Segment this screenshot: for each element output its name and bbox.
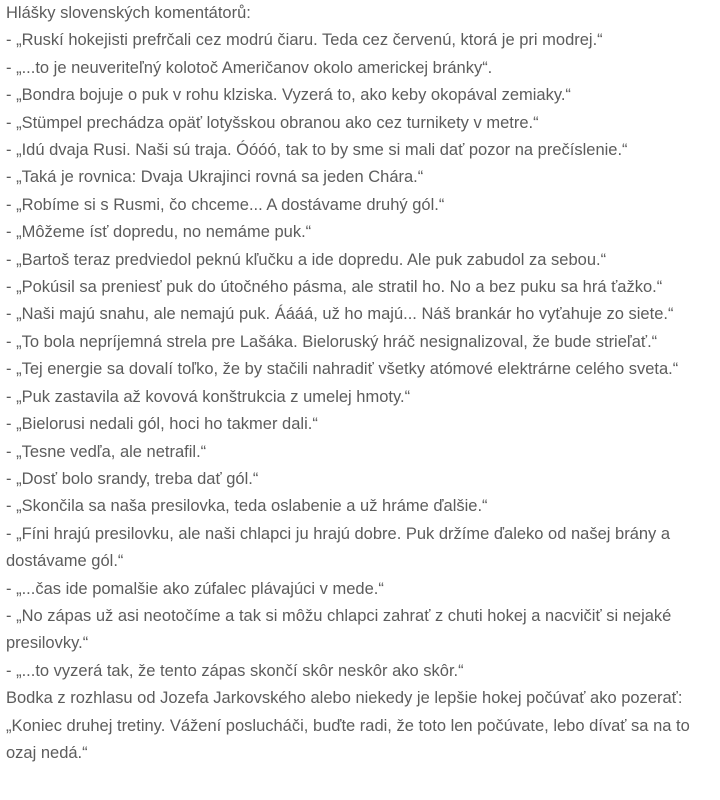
quote-line: - „Bartoš teraz predviedol peknú kľučku a ide dopredu. Ale puk zabudol za sebou.“ [6, 250, 607, 269]
quote-line: - „...čas ide pomalšie ako zúfalec plávajúci v mede.“ [6, 579, 384, 598]
quote-line: - „Bielorusi nedali gól, hoci ho takmer dali.“ [6, 415, 318, 434]
quote-line: - „Ruskí hokejisti prefrčali cez modrú čiaru. Teda cez červenú, ktorá je pri modrej.“ [6, 31, 603, 50]
quote-line: - „Taká je rovnica: Dvaja Ukrajinci rovná sa jeden Chára.“ [6, 168, 424, 187]
quote-line: - „Tesne vedľa, ale netrafil.“ [6, 442, 207, 461]
quote-line: - „To bola nepríjemná strela pre Lašáka. Bieloruský hráč nesignalizoval, že bude strieľať.“ [6, 332, 658, 351]
quote-line: - „...to je neuveriteľný kolotoč Američanov okolo americkej bránky“. [6, 58, 493, 77]
quote-line: - „Tej energie sa dovalí toľko, že by stačili nahradiť všetky atómové elektrárne celého sveta.“ [6, 360, 679, 379]
closing-note: Bodka z rozhlasu od Jozefa Jarkovského alebo niekedy je lepšie hokej počúvať ako pozerať: „Koniec druhej tretiny. Vážení poslucháči, buďte radi, že toto len počúvate, lebo dívať sa na to ozaj nedá.“ [6, 689, 690, 762]
quote-line: - „Stümpel prechádza opäť lotyšskou obranou ako cez turnikety v metre.“ [6, 113, 539, 132]
quote-line: - „Robíme si s Rusmi, čo chceme... A dostávame druhý gól.“ [6, 195, 445, 214]
quote-line: - „No zápas už asi neotočíme a tak si môžu chlapci zahrať z chuti hokej a nacvičiť si nejaké presilovky.“ [6, 606, 672, 653]
quote-line: - „Idú dvaja Rusi. Naši sú traja. Óóóó, tak to by sme si mali dať pozor na prečíslenie.“ [6, 141, 628, 160]
quote-line: - „Skončila sa naša presilovka, teda oslabenie a už hráme ďalšie.“ [6, 497, 488, 516]
quote-line: - „Pokúsil sa preniesť puk do útočného pásma, ale stratil ho. No a bez puku sa hrá ťažko.“ [6, 278, 663, 297]
quote-line: - „...to vyzerá tak, že tento zápas skončí skôr neskôr ako skôr.“ [6, 661, 464, 680]
quote-line: - „Bondra bojuje o puk v rohu klziska. Vyzerá to, ako keby okopával zemiaky.“ [6, 86, 571, 105]
quote-line: - „Dosť bolo srandy, treba dať gól.“ [6, 469, 259, 488]
quote-line: - „Puk zastavila až kovová konštrukcia z umelej hmoty.“ [6, 387, 411, 406]
quote-line: - „Fíni hrajú presilovku, ale naši chlapci ju hrajú dobre. Puk držíme ďaleko od našej brány a dostávame gól.“ [6, 524, 671, 571]
quote-line: - „Môžeme ísť dopredu, no nemáme puk.“ [6, 223, 312, 242]
quotes-list [6, 27, 712, 685]
page-title: Hlášky slovenských komentátorů: [6, 4, 251, 22]
quote-line: - „Naši majú snahu, ale nemajú puk. Áááá, už ho majú... Náš brankár ho vyťahuje zo siete.“ [6, 305, 674, 324]
